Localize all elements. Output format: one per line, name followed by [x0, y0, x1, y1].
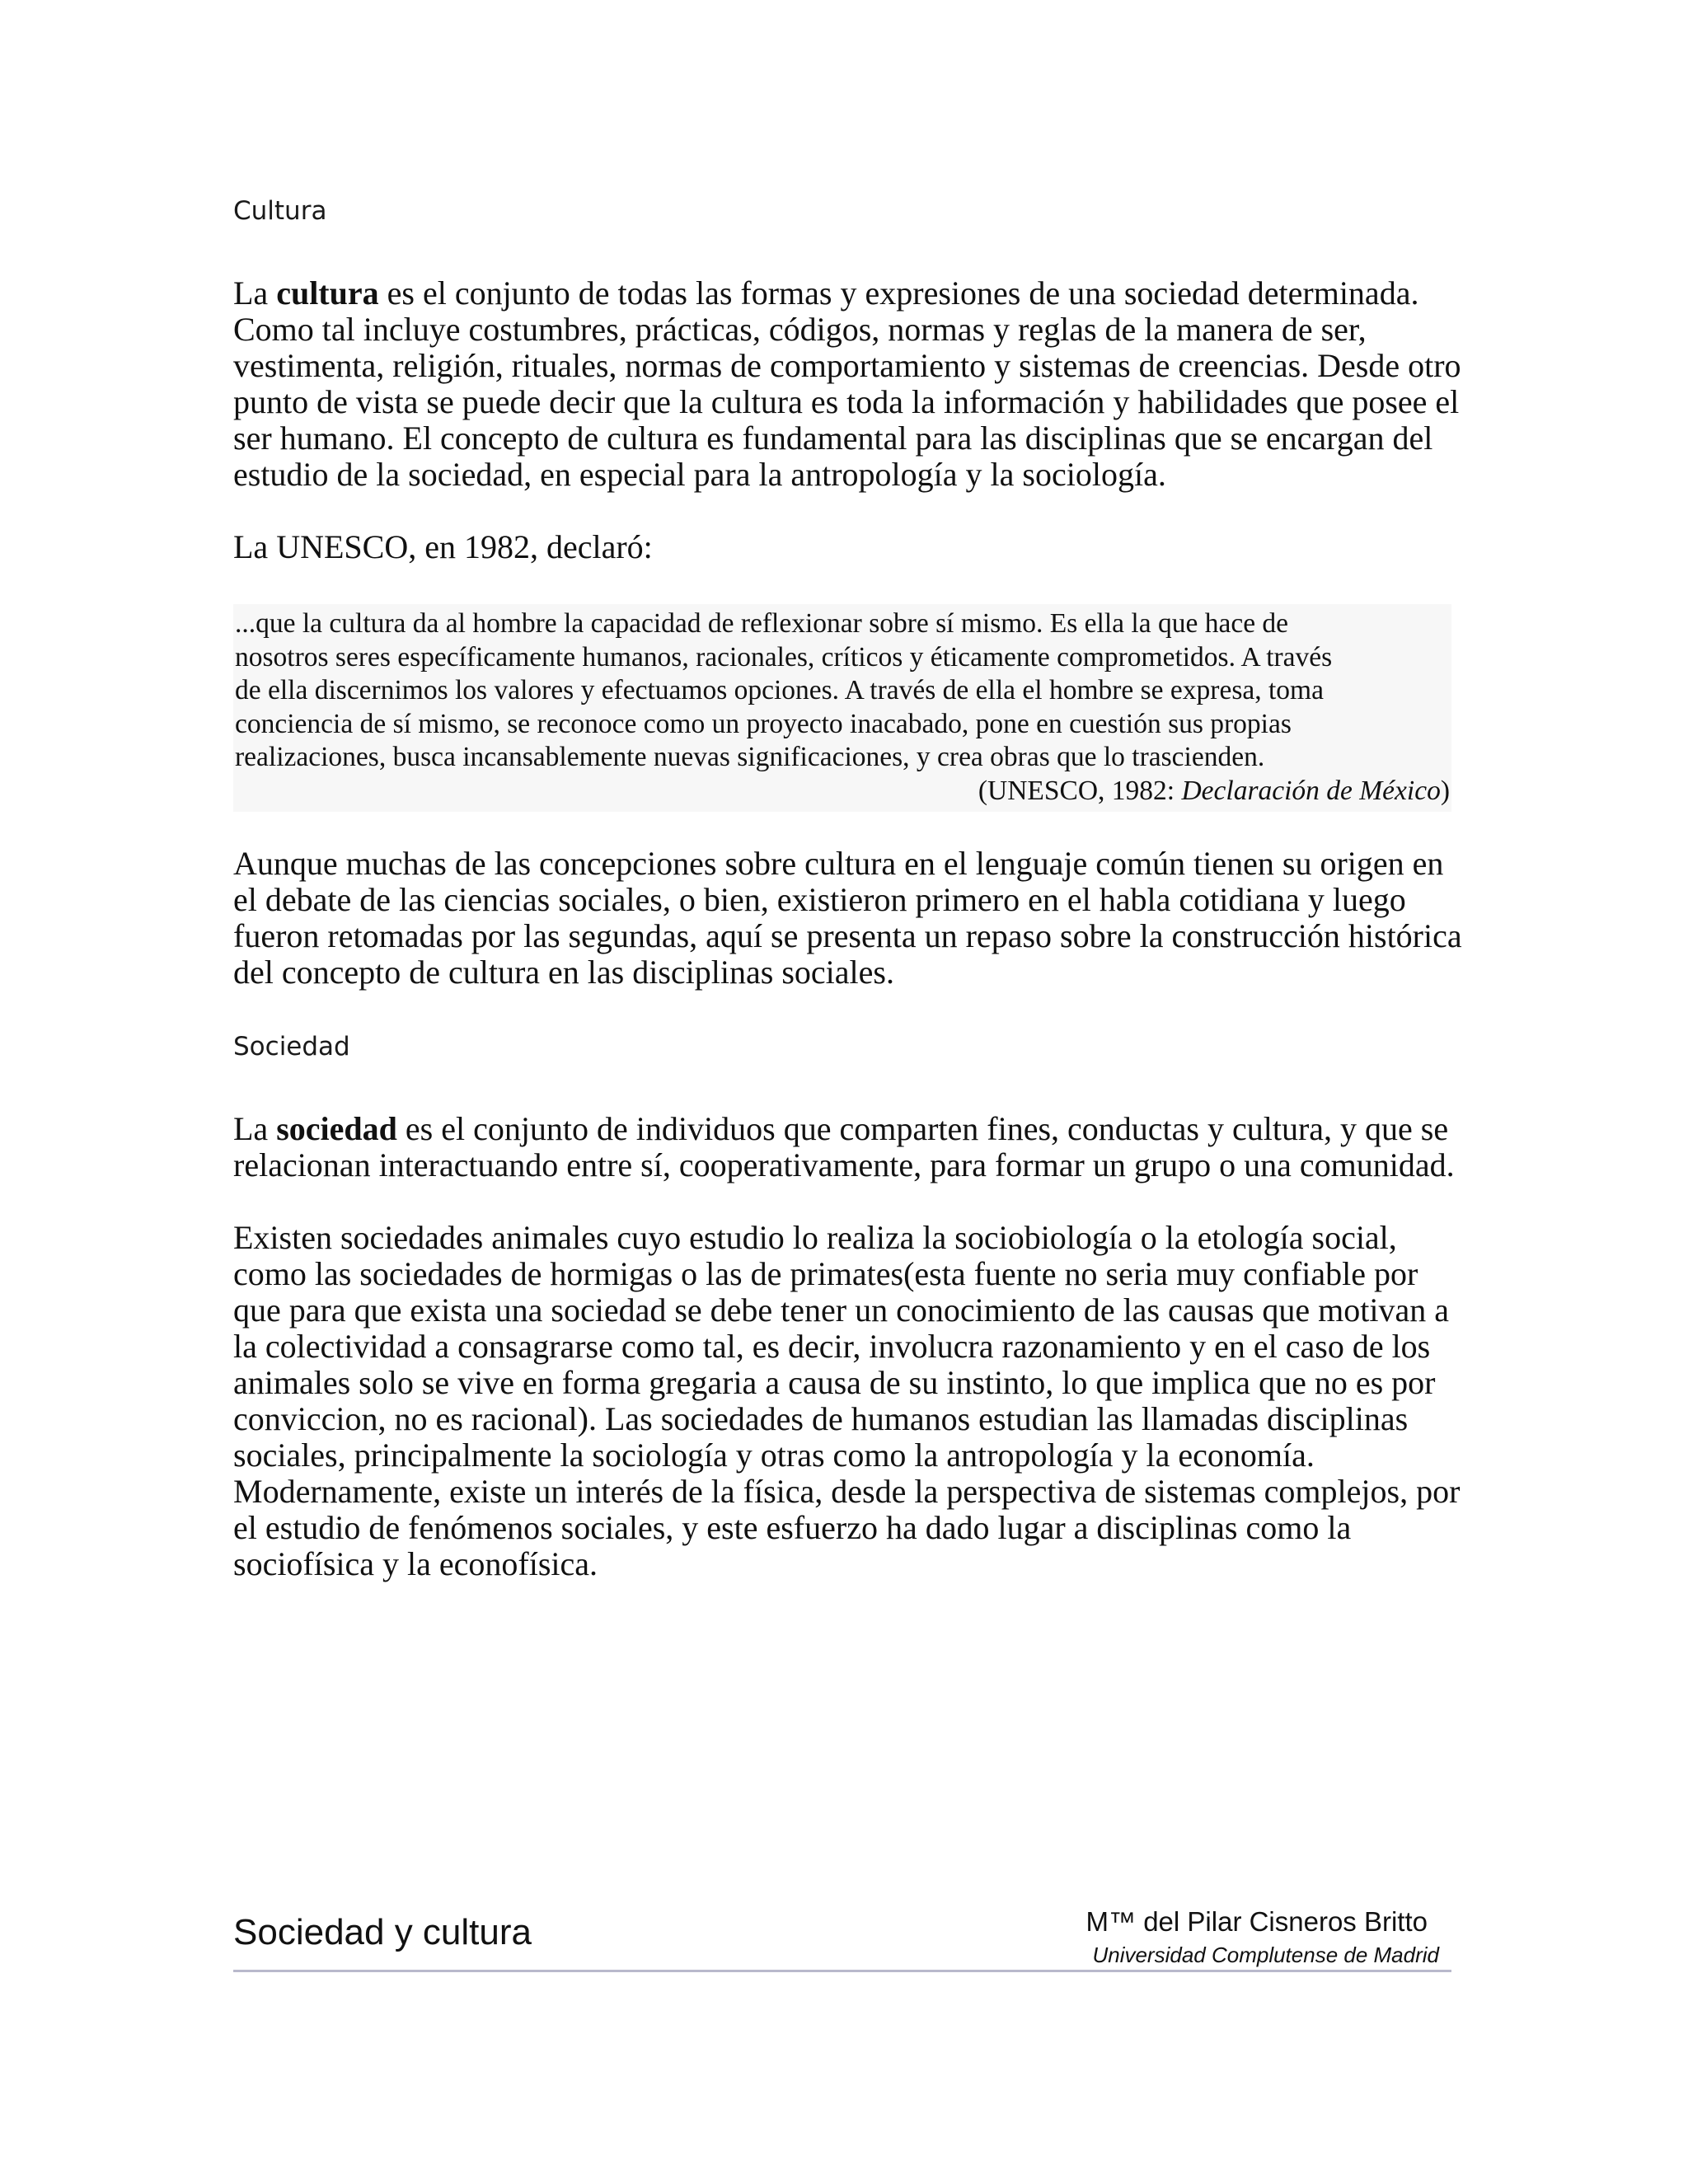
unesco-quote-block: [233, 604, 1451, 812]
paragraph-text: es el conjunto de individuos que comparten fines, conductas y cultura, y que se: [396, 1110, 1449, 1147]
paragraph-line: Como tal incluye costumbres, prácticas, códigos, normas y reglas de la manera de ser,: [233, 311, 1367, 348]
quote-line: ...que la cultura da al hombre la capacidad de reflexionar sobre sí mismo. Es ella la que hace de: [235, 608, 1289, 639]
term-cultura: cultura: [276, 274, 379, 312]
paragraph-line: Modernamente, existe un interés de la física, desde la perspectiva de sistemas complejos, por: [233, 1473, 1461, 1510]
paragraph-line: la colectividad a consagrarse como tal, es decir, involucra razonamiento y en el caso de los: [233, 1328, 1431, 1365]
quote-citation: [978, 776, 1450, 807]
footer-institution: Universidad Complutense de Madrid: [1092, 1943, 1439, 1967]
paragraph-line: Existen sociedades animales cuyo estudio lo realiza la sociobiología o la etología social,: [233, 1219, 1397, 1256]
paragraph-line: ser humano. El concepto de cultura es fundamental para las disciplinas que se encargan del: [233, 419, 1433, 457]
paragraph-line: conviccion, no es racional). Las sociedades de humanos estudian las llamadas disciplinas: [233, 1400, 1409, 1437]
paragraph-line: punto de vista se puede decir que la cultura es toda la información y habilidades que posee el: [233, 383, 1460, 420]
paragraph-lead: La: [233, 1110, 277, 1147]
quote-line: conciencia de sí mismo, se reconoce como un proyecto inacabado, pone en cuestión sus propias: [235, 708, 1292, 739]
footer-author: M™ del Pilar Cisneros Britto: [1085, 1906, 1428, 1937]
paragraph-line: sociales, principalmente la sociología y otras como la antropología y la economía.: [233, 1436, 1315, 1474]
paragraph-line: estudio de la sociedad, en especial para la antropología y la sociología.: [233, 456, 1166, 493]
paragraph-line: [233, 1111, 1449, 1147]
footer-title: Sociedad y cultura: [233, 1912, 532, 1952]
citation-suffix: ): [1440, 776, 1450, 806]
paragraph-line: el estudio de fenómenos sociales, y este esfuerzo ha dado lugar a disciplinas como la: [233, 1509, 1352, 1546]
section-heading-cultura: Cultura: [233, 196, 327, 226]
citation-title: Declaración de México: [1181, 776, 1441, 806]
paragraph-line: Aunque muchas de las concepciones sobre cultura en el lenguaje común tienen su origen en: [233, 845, 1444, 882]
term-sociedad: sociedad: [276, 1110, 397, 1147]
paragraph-line: sociofísica y la econofísica.: [233, 1545, 598, 1582]
paragraph-line: [233, 275, 1449, 312]
quote-line: realizaciones, busca incansablemente nuevas significaciones, y crea obras que lo trascienden.: [235, 742, 1265, 773]
paragraph-line: relacionan interactuando entre sí, cooperativamente, para formar un grupo o una comunidad.: [233, 1146, 1455, 1183]
paragraph-line: vestimenta, religión, rituales, normas de comportamiento y sistemas de creencias. Desde otro: [233, 347, 1461, 384]
paragraph-line: como las sociedades de hormigas o las de primates(esta fuente no seria muy confiable por: [233, 1255, 1418, 1292]
paragraph-cultura-history: [233, 845, 1462, 991]
paragraph-sociedad-definition: [233, 1110, 1455, 1183]
citation-prefix: (UNESCO, 1982:: [978, 776, 1182, 806]
paragraph-cultura-definition: [233, 274, 1461, 493]
paragraph-text: es el conjunto de todas las formas y expresiones de una sociedad determinada.: [378, 274, 1419, 312]
paragraph-unesco-intro: La UNESCO, en 1982, declaró:: [233, 528, 653, 565]
unesco-quote: [235, 607, 1332, 775]
paragraph-lead: La: [233, 274, 277, 312]
footer-divider: [233, 1970, 1451, 1972]
paragraph-line: del concepto de cultura en las disciplinas sociales.: [233, 954, 894, 991]
paragraph-line: que para que exista una sociedad se debe tener un conocimiento de las causas que motivan a: [233, 1291, 1449, 1329]
section-heading-sociedad: Sociedad: [233, 1032, 350, 1062]
quote-line: nosotros seres específicamente humanos, racionales, críticos y éticamente comprometidos. A través: [235, 641, 1333, 673]
paragraph-sociedades-animales: [233, 1219, 1461, 1582]
paragraph-line: fueron retomadas por las segundas, aquí se presenta un repaso sobre la construcción histórica: [233, 917, 1462, 954]
paragraph-line: animales solo se vive en forma gregaria a causa de su instinto, lo que implica que no es por: [233, 1364, 1436, 1401]
paragraph-line: el debate de las ciencias sociales, o bien, existieron primero en el habla cotidiana y luego: [233, 881, 1406, 918]
quote-line: de ella discernimos los valores y efectuamos opciones. A través de ella el hombre se expresa, toma: [235, 675, 1324, 706]
